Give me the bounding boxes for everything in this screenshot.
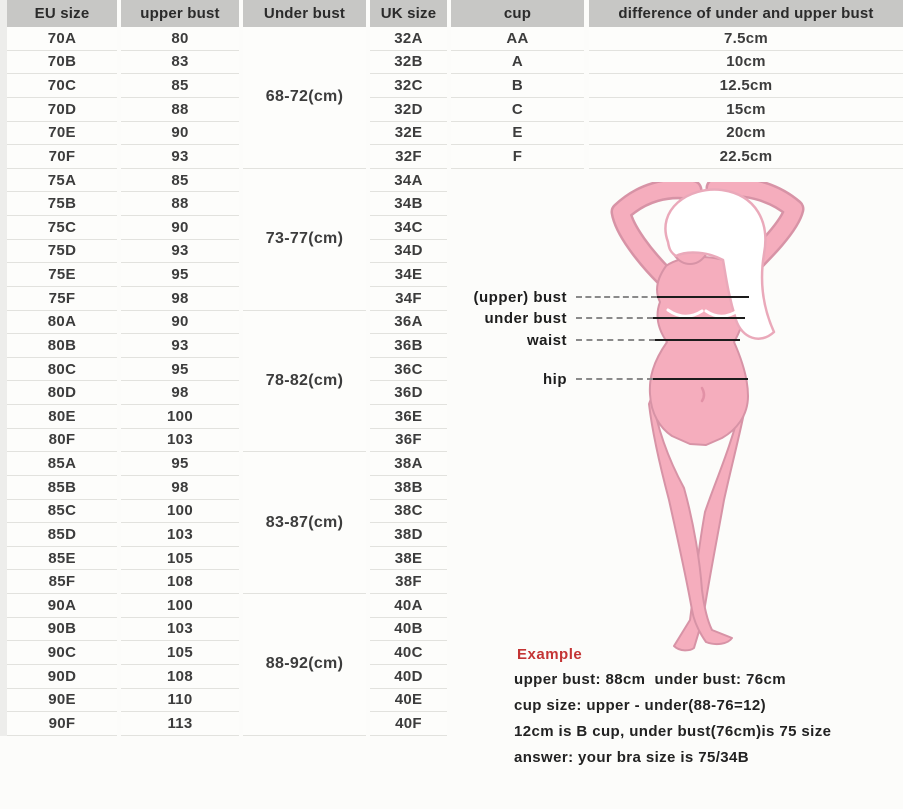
eu-size-cell: 70A — [7, 27, 117, 51]
uk-size-cell: 38B — [370, 476, 447, 500]
waist-measure-line — [655, 339, 740, 341]
upper-bust-cell: 100 — [121, 594, 239, 618]
difference-cell: 7.5cm — [589, 27, 903, 51]
upper-bust-cell: 100 — [121, 500, 239, 524]
upper-bust-cell: 93 — [121, 240, 239, 264]
uk-size-cell: 40C — [370, 641, 447, 665]
uk-size-cell: 32C — [370, 74, 447, 98]
upper-bust-cell: 103 — [121, 618, 239, 642]
difference-cell: 12.5cm — [589, 74, 903, 98]
upper-bust-cell: 110 — [121, 689, 239, 713]
eu-size-cell: 80A — [7, 311, 117, 335]
cup-cell: A — [451, 51, 584, 75]
uk-size-cell: 40B — [370, 618, 447, 642]
upper-bust-cell: 108 — [121, 665, 239, 689]
eu-size-cell: 75B — [7, 192, 117, 216]
eu-size-cell: 80B — [7, 334, 117, 358]
upper-bust-cell: 95 — [121, 358, 239, 382]
example-line-4: answer: your bra size is 75/34B — [514, 749, 750, 766]
eu-size-cell: 90F — [7, 712, 117, 736]
upper-bust-cell: 98 — [121, 381, 239, 405]
uk-size-cell: 34F — [370, 287, 447, 311]
uk-size-cell: 38D — [370, 523, 447, 547]
eu-size-cell: 75D — [7, 240, 117, 264]
upper-bust-cell: 88 — [121, 192, 239, 216]
under-bust-group-cell: 88-92(cm) — [243, 594, 366, 736]
eu-size-cell: 85F — [7, 570, 117, 594]
label-upper-bust: (upper) bust — [473, 289, 567, 306]
header-uk-size: UK size — [370, 0, 447, 27]
eu-size-cell: 85A — [7, 452, 117, 476]
eu-size-cell: 85E — [7, 547, 117, 571]
eu-size-cell: 75E — [7, 263, 117, 287]
upper-bust-cell: 95 — [121, 452, 239, 476]
hip-measure-line — [653, 378, 748, 380]
bust-dash-line — [576, 296, 657, 298]
eu-size-cell: 70F — [7, 145, 117, 169]
eu-size-cell: 90D — [7, 665, 117, 689]
woman-silhouette-illustration — [550, 182, 890, 660]
example-line-2: cup size: upper - under(88-76=12) — [514, 697, 767, 714]
cup-cell: C — [451, 98, 584, 122]
uk-size-cell: 36E — [370, 405, 447, 429]
difference-cell: 20cm — [589, 122, 903, 146]
uk-size-cell: 34B — [370, 192, 447, 216]
uk-size-cell: 32E — [370, 122, 447, 146]
upper-bust-cell: 88 — [121, 98, 239, 122]
eu-size-cell: 85D — [7, 523, 117, 547]
upper-bust-cell: 103 — [121, 523, 239, 547]
size-table-body — [7, 27, 447, 736]
table-left-gutter — [0, 0, 7, 736]
eu-size-cell: 80F — [7, 429, 117, 453]
cup-cell: AA — [451, 27, 584, 51]
uk-size-cell: 34E — [370, 263, 447, 287]
difference-cell: 10cm — [589, 51, 903, 75]
upper-bust-cell: 85 — [121, 169, 239, 193]
header-eu-size: EU size — [7, 0, 117, 27]
header-difference: difference of under and upper bust — [589, 0, 903, 27]
uk-size-cell: 36B — [370, 334, 447, 358]
cup-cell: F — [451, 145, 584, 169]
upper-bust-cell: 108 — [121, 570, 239, 594]
eu-size-cell: 80E — [7, 405, 117, 429]
header-cup: cup — [451, 0, 584, 27]
example-title: Example — [517, 646, 583, 663]
uk-size-cell: 40A — [370, 594, 447, 618]
eu-size-cell: 70E — [7, 122, 117, 146]
upper-bust-cell: 113 — [121, 712, 239, 736]
uk-size-cell: 32B — [370, 51, 447, 75]
label-hip: hip — [543, 371, 567, 388]
under-bust-dash-line — [576, 317, 653, 319]
uk-size-cell: 38A — [370, 452, 447, 476]
eu-size-cell: 85B — [7, 476, 117, 500]
upper-bust-cell: 80 — [121, 27, 239, 51]
eu-size-cell: 90E — [7, 689, 117, 713]
waist-dash-line — [576, 339, 655, 341]
eu-size-cell: 85C — [7, 500, 117, 524]
upper-bust-cell: 90 — [121, 216, 239, 240]
cup-cell: E — [451, 122, 584, 146]
uk-size-cell: 36F — [370, 429, 447, 453]
eu-size-cell: 80C — [7, 358, 117, 382]
upper-bust-cell: 83 — [121, 51, 239, 75]
uk-size-cell: 34D — [370, 240, 447, 264]
uk-size-cell: 40D — [370, 665, 447, 689]
upper-bust-cell: 98 — [121, 476, 239, 500]
eu-size-cell: 70B — [7, 51, 117, 75]
uk-size-cell: 40E — [370, 689, 447, 713]
eu-size-cell: 90C — [7, 641, 117, 665]
header-upper-bust: upper bust — [121, 0, 239, 27]
eu-size-cell: 75C — [7, 216, 117, 240]
upper-bust-cell: 93 — [121, 145, 239, 169]
bust-measure-line — [657, 296, 749, 298]
upper-bust-cell: 105 — [121, 547, 239, 571]
eu-size-cell: 75F — [7, 287, 117, 311]
cup-cell: B — [451, 74, 584, 98]
eu-size-cell: 90B — [7, 618, 117, 642]
uk-size-cell: 38F — [370, 570, 447, 594]
eu-size-cell: 70D — [7, 98, 117, 122]
under-bust-group-cell: 83-87(cm) — [243, 452, 366, 594]
under-bust-measure-line — [653, 317, 745, 319]
upper-bust-cell: 98 — [121, 287, 239, 311]
upper-bust-cell: 105 — [121, 641, 239, 665]
upper-bust-cell: 100 — [121, 405, 239, 429]
under-bust-group-cell: 68-72(cm) — [243, 27, 366, 169]
uk-size-cell: 32A — [370, 27, 447, 51]
difference-cell: 22.5cm — [589, 145, 903, 169]
uk-size-cell: 34C — [370, 216, 447, 240]
hip-dash-line — [576, 378, 653, 380]
upper-bust-cell: 93 — [121, 334, 239, 358]
upper-bust-cell: 90 — [121, 311, 239, 335]
eu-size-cell: 75A — [7, 169, 117, 193]
uk-size-cell: 36C — [370, 358, 447, 382]
example-line-1: upper bust: 88cm under bust: 76cm — [514, 671, 786, 688]
label-waist: waist — [526, 332, 567, 349]
upper-bust-cell: 85 — [121, 74, 239, 98]
eu-size-cell: 80D — [7, 381, 117, 405]
eu-size-cell: 70C — [7, 74, 117, 98]
under-bust-group-cell: 73-77(cm) — [243, 169, 366, 311]
uk-size-cell: 32F — [370, 145, 447, 169]
cup-table-body — [451, 27, 903, 169]
label-under-bust: under bust — [484, 310, 567, 327]
uk-size-cell: 40F — [370, 712, 447, 736]
header-under-bust: Under bust — [243, 0, 366, 27]
upper-bust-cell: 103 — [121, 429, 239, 453]
uk-size-cell: 36D — [370, 381, 447, 405]
uk-size-cell: 32D — [370, 98, 447, 122]
uk-size-cell: 38E — [370, 547, 447, 571]
uk-size-cell: 36A — [370, 311, 447, 335]
uk-size-cell: 34A — [370, 169, 447, 193]
upper-bust-cell: 90 — [121, 122, 239, 146]
eu-size-cell: 90A — [7, 594, 117, 618]
under-bust-group-cell: 78-82(cm) — [243, 311, 366, 453]
body-measurement-figure — [550, 182, 890, 660]
example-line-3: 12cm is B cup, under bust(76cm)is 75 size — [514, 723, 832, 740]
difference-cell: 15cm — [589, 98, 903, 122]
upper-bust-cell: 95 — [121, 263, 239, 287]
uk-size-cell: 38C — [370, 500, 447, 524]
